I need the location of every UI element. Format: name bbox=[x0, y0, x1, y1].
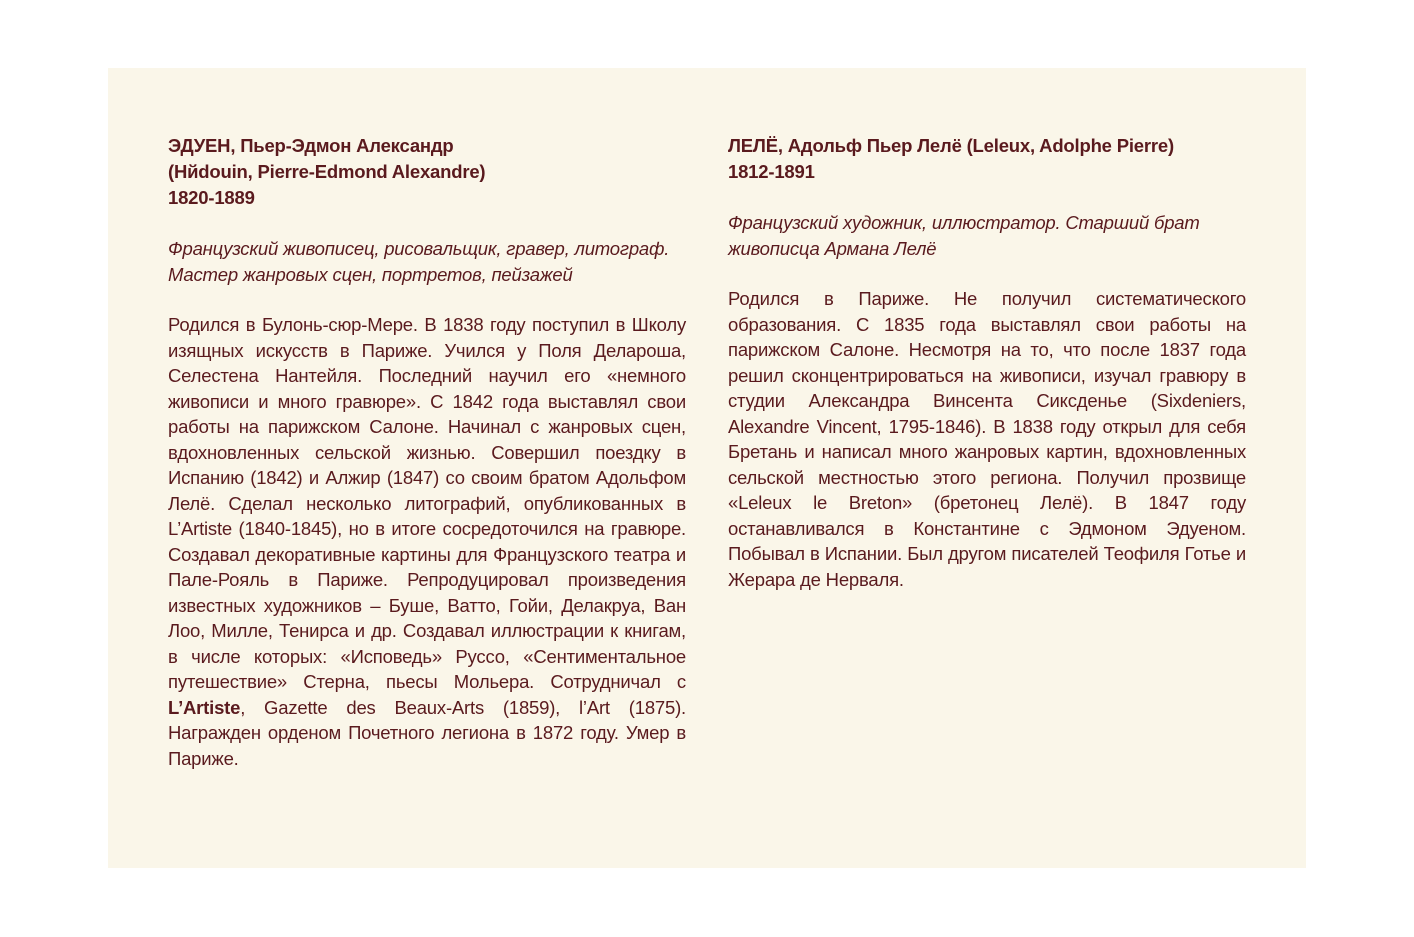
artist-description-line: Мастер жанровых сцен, портретов, пейзажей bbox=[168, 263, 573, 285]
artist-entry-hedouin bbox=[168, 133, 686, 771]
entry-heading bbox=[168, 133, 686, 211]
biography-text: , Gazette des Beaux-Arts (1859), l’Art (1875). Награжден орденом Почетного легиона в 1872 году. Умер в Париже. bbox=[168, 696, 686, 769]
biography-bold-title: L’Artiste bbox=[168, 696, 241, 718]
artist-life-dates: 1812-1891 bbox=[728, 161, 815, 182]
artist-description bbox=[728, 210, 1246, 261]
artist-biography bbox=[168, 312, 686, 771]
artist-description-line: живописца Армана Лелё bbox=[728, 237, 937, 259]
artist-entry-leleux bbox=[728, 133, 1246, 592]
artist-biography: Родился в Париже. Не получил систематического образования. С 1835 года выставлял свои работы на парижском Салоне. Несмотря на то, что после 1837 года решил сконцентрироваться на живописи, изучал гравюру в студии Александра Винсента Сиксденье (Sixdeniers, Alexandre Vincent, 1795-1846). В 1838 году открыл для себя Бретань и написал много жанровых картин, вдохновленных сельской местностью этого региона. Получил прозвище «Leleux le Breton» (бретонец Лелё). В 1847 году останавливался в Константине с Эдмоном Эдуеном. Побывал в Испании. Был другом писателей Теофиля Готье и Жерара де Нерваля. bbox=[728, 288, 1246, 590]
artist-description-line: Французский живописец, рисовальщик, гравер, литограф. bbox=[168, 238, 670, 259]
biography-text: Родился в Булонь-сюр-Мере. В 1838 году поступил в Школу изящных искусств в Париже. Учился у Поля Делароша, Селестена Нантейля. Последний научил его «немного живописи и много гравюре». С 1842 года выставлял свои работы на парижском Салоне. Начинал с жанровых сцен, вдохновленных сельской жизнью. Совершил поездку в Испанию (1842) и Алжир (1847) со своим братом Адольфом Лелё. Сделал несколько литографий, опубликованных в L’Artiste (1840-1845), но в итоге сосредоточился на гравюре. Создавал декоративные картины для Французского театра и Пале-Рояль в Париже. Репродуцировал произведения известных художников – Буше, Ватто, Гойи, Делакруа, Ван Лоо, Милле, Тенирса и др. Создавал иллюстрации к книгам, в числе которых: «Исповедь» Руссо, «Сентиментальное путешествие» Стерна, пьесы Мольера. Сотрудничал с bbox=[168, 314, 686, 692]
artist-description bbox=[168, 236, 686, 287]
artist-name: ЛЕЛЁ, Адольф Пьер Лелё (Leleux, Adolphe Pierre) bbox=[728, 135, 1174, 156]
page-sheet bbox=[108, 68, 1306, 868]
artist-name: ЭДУЕН, Пьер-Эдмон Александр bbox=[168, 135, 454, 156]
artist-description-line: Французский художник, иллюстратор. Старший брат bbox=[728, 212, 1200, 233]
artist-life-dates: 1820-1889 bbox=[168, 187, 255, 208]
entry-heading bbox=[728, 133, 1246, 185]
artist-name-original: (Hйdouin, Pierre-Edmond Alexandre) bbox=[168, 161, 486, 182]
